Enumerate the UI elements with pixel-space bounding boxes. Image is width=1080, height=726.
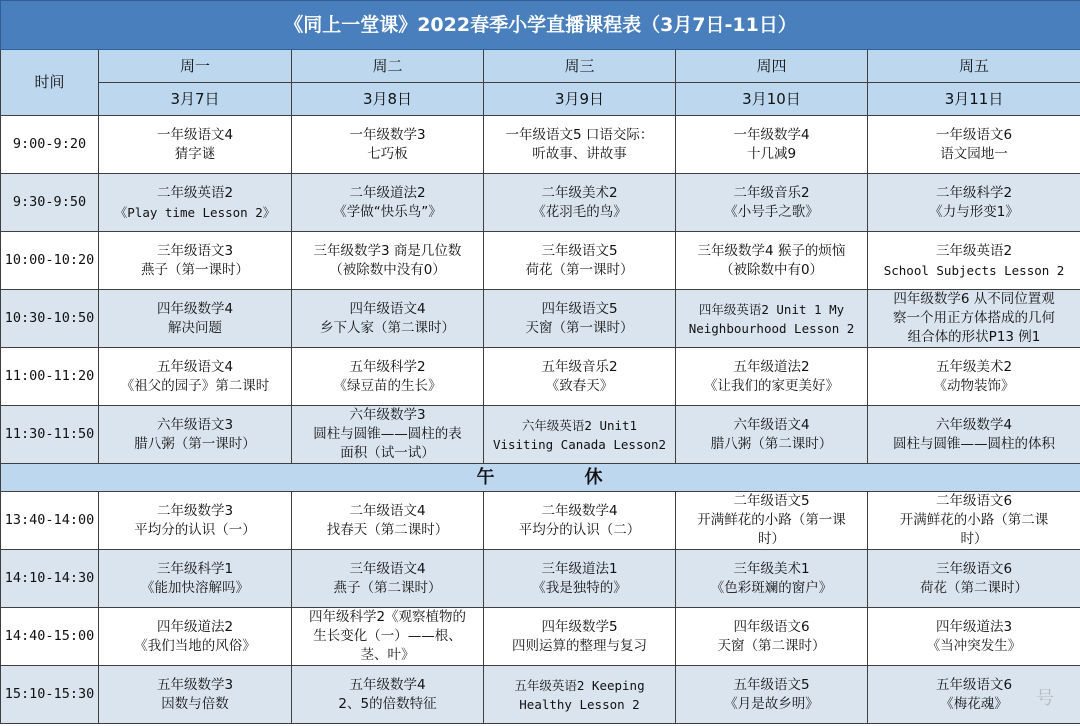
lunch-break-label xyxy=(1,464,1080,492)
lesson-text-line: 时） xyxy=(960,531,988,547)
time-slot: 11:30-11:50 xyxy=(1,406,99,464)
lesson-text-line: 三年级数学4 猴子的烦恼 xyxy=(697,242,846,259)
lunch-break-row xyxy=(1,464,1080,492)
lesson-text-line: 《小号手之歌》 xyxy=(724,203,819,220)
lesson-cell xyxy=(292,116,484,174)
schedule-row xyxy=(1,406,1080,464)
lesson-text-line: （被除数中有0） xyxy=(719,261,824,278)
schedule-row xyxy=(1,232,1080,290)
time-slot: 10:30-10:50 xyxy=(1,290,99,348)
lesson-text-line: 圆柱与圆锥——圆柱的表 xyxy=(313,426,462,442)
lesson-cell xyxy=(99,492,292,550)
schedule-row xyxy=(1,550,1080,608)
lesson-text-line: 六年级数学4 xyxy=(935,416,1013,433)
time-slot: 13:40-14:00 xyxy=(1,492,99,550)
lesson-text-line: 五年级数学4 xyxy=(349,676,426,693)
day-header-5: 周五 xyxy=(868,50,1080,83)
lesson-text-line: 三年级语文4 xyxy=(349,560,426,577)
lesson-text-line: 二年级语文5 xyxy=(733,493,810,509)
lesson-text-line: 《梅花魂》 xyxy=(940,695,1008,712)
lesson-text-line: 一年级数学3 xyxy=(349,126,426,143)
lesson-text-line: 一年级数学4 xyxy=(733,126,810,143)
lesson-text-line: 二年级语文6 xyxy=(935,493,1013,509)
lesson-cell xyxy=(484,116,676,174)
lesson-text-line: 腊八粥（第一课时） xyxy=(134,435,256,452)
lesson-text-line: 五年级道法2 xyxy=(733,358,810,375)
lesson-text-line: 圆柱与圆锥——圆柱的体积 xyxy=(893,435,1056,452)
lesson-text-line: 《绿豆苗的生长》 xyxy=(333,377,442,394)
lesson-cell xyxy=(676,174,868,232)
lesson-text-line: 荷花（第一课时） xyxy=(525,261,634,278)
lesson-cell xyxy=(484,406,676,464)
lesson-text-line: 开满鲜花的小路（第一课 xyxy=(697,512,846,528)
lesson-text-line: 五年级数学3 xyxy=(156,676,234,693)
lesson-text-line: 三年级语文6 xyxy=(935,560,1013,577)
lesson-text-line: 三年级道法1 xyxy=(541,560,618,577)
lesson-text-line: 因数与倍数 xyxy=(161,695,229,712)
lesson-text-line: 乡下人家（第二课时） xyxy=(320,319,455,336)
lesson-cell xyxy=(484,174,676,232)
schedule-row xyxy=(1,492,1080,550)
lesson-text-line: 燕子（第二课时） xyxy=(333,579,442,596)
lesson-text-line: 《Play time Lesson 2》 xyxy=(114,204,276,220)
lesson-cell xyxy=(292,666,484,724)
lesson-text-line: 2、5的倍数特征 xyxy=(338,695,437,712)
lesson-text-line: 五年级科学2 xyxy=(349,358,426,375)
lesson-text-line: 《动物装饰》 xyxy=(933,377,1015,394)
lesson-text-line: 《我是独特的》 xyxy=(532,579,627,596)
lesson-cell xyxy=(868,348,1080,406)
lunch-break-char: 休 xyxy=(584,467,605,488)
lesson-text-line: 二年级英语2 xyxy=(156,184,234,201)
lesson-text-line: 开满鲜花的小路（第二课 xyxy=(899,512,1049,528)
lesson-text-line: 二年级美术2 xyxy=(541,184,618,201)
lesson-text-line: Healthy Lesson 2 xyxy=(519,696,640,712)
lesson-cell xyxy=(99,406,292,464)
date-header-1: 3月7日 xyxy=(99,83,292,116)
lesson-text-line: 荷花（第二课时） xyxy=(920,579,1029,596)
lesson-text-line: 四年级语文6 xyxy=(733,618,810,635)
lesson-text-line: Neighbourhood Lesson 2 xyxy=(688,320,855,336)
lesson-text-line: 《祖父的园子》第二课时 xyxy=(120,377,270,394)
lesson-text-line: 四年级数学5 xyxy=(541,618,618,635)
time-slot: 9:00-9:20 xyxy=(1,116,99,174)
lesson-text-line: 腊八粥（第二课时） xyxy=(710,435,833,452)
lesson-text-line: 四则运算的整理与复习 xyxy=(512,637,647,654)
lesson-cell xyxy=(99,608,292,666)
date-header-2: 3月8日 xyxy=(292,83,484,116)
lesson-cell xyxy=(292,608,484,666)
lesson-text-line: 四年级英语2 Unit 1 My xyxy=(698,301,845,317)
lesson-text-line: 三年级英语2 xyxy=(935,242,1013,259)
lesson-text-line: 二年级科学2 xyxy=(935,184,1013,201)
lesson-text-line: 三年级科学1 xyxy=(156,560,234,577)
time-slot: 11:00-11:20 xyxy=(1,348,99,406)
lesson-text-line: 三年级语文5 xyxy=(541,242,618,259)
lesson-text-line: 天窗（第二课时） xyxy=(717,637,826,654)
lesson-cell xyxy=(484,666,676,724)
lesson-text-line: 五年级语文6 xyxy=(935,676,1013,693)
lesson-text-line: 《我们当地的风俗》 xyxy=(134,637,256,654)
watermark: 号 xyxy=(1036,688,1054,709)
lesson-text-line: 一年级语文6 xyxy=(935,126,1013,143)
lesson-text-line: 找春天（第二课时） xyxy=(326,521,449,538)
lesson-text-line: 解决问题 xyxy=(168,319,222,336)
lesson-text-line: 六年级语文3 xyxy=(156,416,234,433)
lesson-text-line: 二年级数学3 xyxy=(156,502,234,519)
lesson-cell xyxy=(99,174,292,232)
lesson-text-line: 语文园地一 xyxy=(940,145,1008,162)
lesson-cell xyxy=(676,406,868,464)
lesson-text-line: 五年级语文5 xyxy=(733,676,810,693)
lesson-text-line: 二年级语文4 xyxy=(349,502,426,519)
lesson-cell xyxy=(676,666,868,724)
lesson-text-line: 四年级道法2 xyxy=(156,618,234,635)
lesson-text-line: 《让我们的家更美好》 xyxy=(704,377,839,394)
lesson-cell xyxy=(292,550,484,608)
lesson-cell xyxy=(868,174,1080,232)
lunch-break-char: 午 xyxy=(476,467,497,488)
lesson-text-line: 组合体的形状P13 例1 xyxy=(907,329,1041,345)
lesson-text-line: 十几减9 xyxy=(746,145,797,162)
lesson-cell xyxy=(292,232,484,290)
lesson-text-line: 一年级语文5 口语交际： xyxy=(505,126,654,143)
lesson-cell xyxy=(484,348,676,406)
lesson-text-line: 二年级道法2 xyxy=(349,184,426,201)
time-slot: 10:00-10:20 xyxy=(1,232,99,290)
schedule-row xyxy=(1,116,1080,174)
lesson-text-line: 《色彩斑斓的窗户》 xyxy=(710,579,833,596)
lesson-cell xyxy=(484,290,676,348)
lesson-text-line: 面积（试一试） xyxy=(340,445,435,461)
day-header-1: 周一 xyxy=(99,50,292,83)
lesson-text-line: School Subjects Lesson 2 xyxy=(883,262,1065,278)
lesson-text-line: 二年级数学4 xyxy=(541,502,618,519)
lesson-cell xyxy=(676,492,868,550)
lesson-text-line: 平均分的认识（一） xyxy=(134,521,256,538)
lesson-text-line: 《致春天》 xyxy=(545,377,614,394)
lesson-cell xyxy=(99,666,292,724)
lesson-cell xyxy=(99,232,292,290)
lesson-cell xyxy=(868,550,1080,608)
lesson-text-line: 猜字谜 xyxy=(174,145,216,162)
lesson-text-line: 七巧板 xyxy=(367,145,408,162)
lesson-cell xyxy=(868,116,1080,174)
lesson-text-line: 四年级语文4 xyxy=(349,300,426,317)
lesson-text-line: 六年级语文4 xyxy=(733,416,810,433)
lesson-cell xyxy=(868,492,1080,550)
lesson-cell xyxy=(292,290,484,348)
schedule-row xyxy=(1,174,1080,232)
lesson-text-line: 一年级语文4 xyxy=(156,126,234,143)
schedule-row xyxy=(1,348,1080,406)
lesson-cell xyxy=(484,550,676,608)
lesson-text-line: 四年级语文5 xyxy=(541,300,618,317)
lesson-text-line: 四年级道法3 xyxy=(935,618,1013,635)
lesson-text-line: 四年级科学2《观察植物的 xyxy=(308,609,467,625)
lesson-text-line: 天窗（第一课时） xyxy=(525,319,634,336)
lesson-cell xyxy=(676,550,868,608)
time-slot: 14:40-15:00 xyxy=(1,608,99,666)
lesson-text-line: 听故事、讲故事 xyxy=(532,145,627,162)
lesson-cell xyxy=(484,232,676,290)
lesson-text-line: 三年级美术1 xyxy=(733,560,810,577)
lesson-text-line: 平均分的认识（二） xyxy=(518,521,641,538)
lesson-cell xyxy=(868,232,1080,290)
time-column-header: 时间 xyxy=(1,50,99,116)
lesson-text-line: 六年级数学3 xyxy=(349,407,426,423)
lesson-text-line: 察一个用正方体搭成的几何 xyxy=(893,310,1056,326)
lesson-text-line: 《学做“快乐鸟”》 xyxy=(333,203,442,220)
time-slot: 14:10-14:30 xyxy=(1,550,99,608)
lesson-text-line: 五年级英语2 Keeping xyxy=(514,677,645,693)
lesson-text-line: （被除数中没有0） xyxy=(329,261,446,278)
lesson-text-line: 《花羽毛的鸟》 xyxy=(532,203,627,220)
lesson-text-line: 《能加快溶解吗》 xyxy=(141,579,249,596)
lesson-text-line: 三年级语文3 xyxy=(156,242,234,259)
lesson-text-line: 《当冲突发生》 xyxy=(926,637,1022,654)
lesson-cell xyxy=(99,550,292,608)
lesson-cell xyxy=(99,348,292,406)
lesson-cell xyxy=(292,406,484,464)
lesson-text-line: 燕子（第一课时） xyxy=(141,261,249,278)
lesson-text-line: 二年级音乐2 xyxy=(733,184,810,201)
day-header-2: 周二 xyxy=(292,50,484,83)
schedule-row xyxy=(1,666,1080,724)
lesson-text-line: 六年级英语2 Unit1 xyxy=(521,417,638,433)
lesson-cell xyxy=(676,116,868,174)
schedule-row xyxy=(1,290,1080,348)
lesson-cell xyxy=(868,666,1080,724)
lesson-text-line: 五年级音乐2 xyxy=(541,358,618,375)
lesson-cell xyxy=(484,492,676,550)
lesson-cell xyxy=(676,608,868,666)
lesson-cell xyxy=(99,116,292,174)
lesson-cell xyxy=(292,492,484,550)
lesson-text-line: 五年级美术2 xyxy=(935,358,1013,375)
day-header-3: 周三 xyxy=(484,50,676,83)
lesson-text-line: Visiting Canada Lesson2 xyxy=(492,436,667,452)
date-header-5: 3月11日 xyxy=(868,83,1080,116)
lesson-text-line: 三年级数学3 商是几位数 xyxy=(313,242,462,259)
lesson-cell xyxy=(99,290,292,348)
schedule-row xyxy=(1,608,1080,666)
schedule-title: 《同上一堂课》2022春季小学直播课程表（3月7日-11日） xyxy=(1,1,1080,50)
date-header-3: 3月9日 xyxy=(484,83,676,116)
lesson-text-line: 茎、叶》 xyxy=(360,647,415,663)
lesson-text-line: 四年级数学6 从不同位置观 xyxy=(893,291,1055,307)
lesson-text-line: 生长变化（一）——根、 xyxy=(313,628,462,644)
lesson-text-line: 五年级语文4 xyxy=(156,358,234,375)
lesson-cell xyxy=(868,608,1080,666)
lesson-cell xyxy=(292,174,484,232)
time-slot: 15:10-15:30 xyxy=(1,666,99,724)
lesson-text-line: 《力与形变1》 xyxy=(929,203,1019,220)
lesson-cell xyxy=(868,290,1080,348)
lesson-cell xyxy=(868,406,1080,464)
lesson-cell xyxy=(292,348,484,406)
lesson-cell xyxy=(676,232,868,290)
time-slot: 9:30-9:50 xyxy=(1,174,99,232)
day-header-4: 周四 xyxy=(676,50,868,83)
lesson-text-line: 四年级数学4 xyxy=(156,300,234,317)
lesson-text-line: 时） xyxy=(758,531,785,547)
date-header-4: 3月10日 xyxy=(676,83,868,116)
lesson-cell xyxy=(676,348,868,406)
lesson-text-line: 《月是故乡明》 xyxy=(724,695,819,712)
lesson-cell xyxy=(484,608,676,666)
lesson-cell xyxy=(676,290,868,348)
